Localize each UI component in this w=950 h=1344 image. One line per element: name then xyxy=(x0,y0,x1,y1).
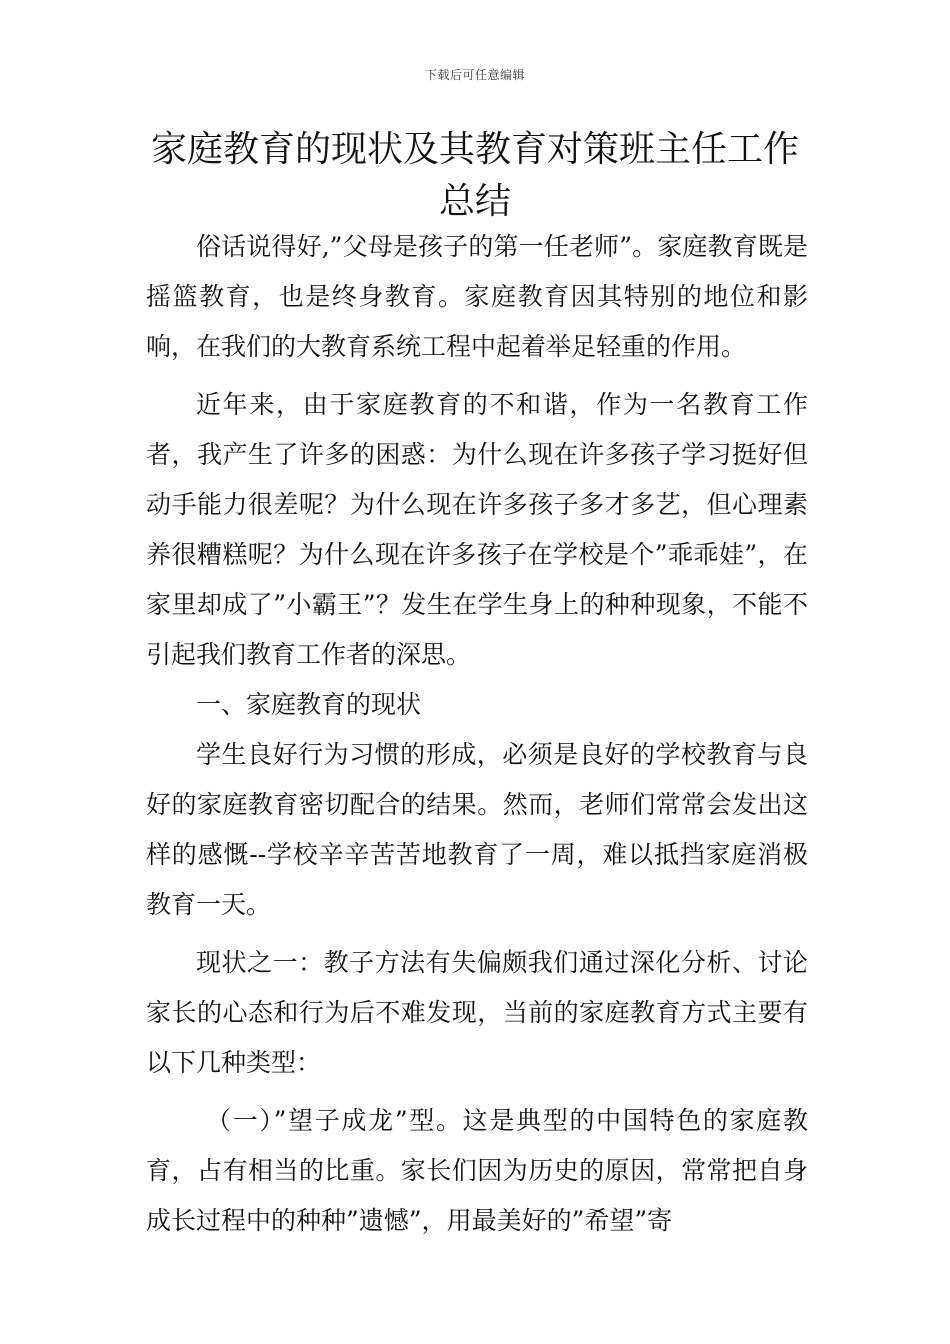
paragraph-confusion: 近年来，由于家庭教育的不和谐，作为一名教育工作者，我产生了许多的困惑：为什么现在许多孩子学习挺好但动手能力很差呢？为什么现在许多孩子多才多艺，但心理素养很糟糕呢？为什么现在许多孩子在学校是个”乖乖娃”，在家里却成了”小霸王”？发生在学生身上的种种现象，不能不引起我们教育工作者的深思。 xyxy=(146,390,808,669)
paragraph-type-one: （一）”望子成龙”型。这是典型的中国特色的家庭教育，占有相当的比重。家长们因为历史的原因，常常把自身成长过程中的种种”遗憾”，用最美好的”希望”寄 xyxy=(146,1106,808,1235)
document-body xyxy=(146,222,808,1246)
document-title: 家庭教育的现状及其教育对策班主任工作总结 xyxy=(150,129,799,222)
section-heading: 一、家庭教育的现状 xyxy=(196,690,422,719)
paragraph-intro: 俗话说得好,”父母是孩子的第一任老师”。家庭教育既是摇篮教育，也是终身教育。家庭教育因其特别的地位和影响，在我们的大教育系统工程中起着举足轻重的作用。 xyxy=(146,232,808,361)
paragraph-habits: 学生良好行为习惯的形成，必须是良好的学校教育与良好的家庭教育密切配合的结果。然而，老师们常常会发出这样的感慨--学校辛辛苦苦地教育了一周，难以抵挡家庭消极教育一天。 xyxy=(146,740,808,919)
header-note: 下载后可任意编辑 xyxy=(424,68,525,82)
paragraph-status-one: 现状之一：教子方法有失偏颇我们通过深化分析、讨论家长的心态和行为后不难发现，当前的家庭教育方式主要有以下几种类型： xyxy=(146,948,808,1077)
